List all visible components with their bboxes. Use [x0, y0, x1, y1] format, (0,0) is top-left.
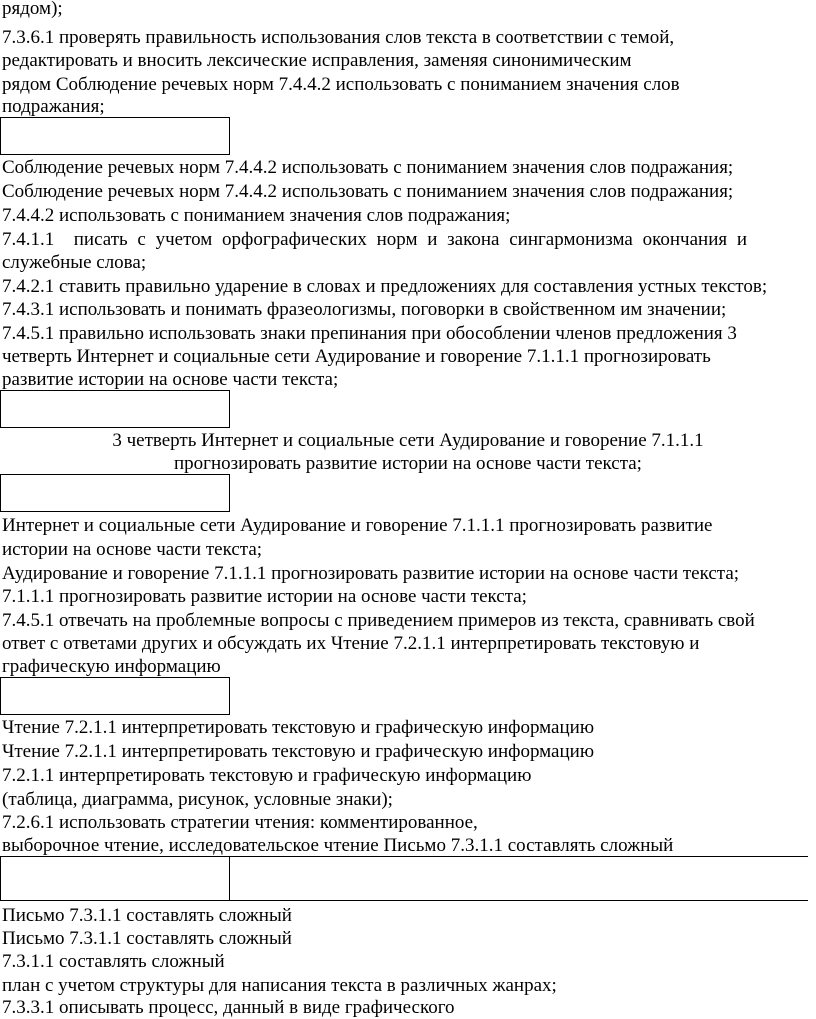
text-line: 7.4.5.1 отвечать на проблемные вопросы с приведением примеров из текста, сравнивать свой [2, 610, 755, 631]
table-rule [0, 900, 808, 901]
text-line: Соблюдение речевых норм 7.4.4.2 использовать с пониманием значения слов подражания; [2, 157, 734, 178]
text-line: 7.4.2.1 ставить правильно ударение в словах и предложениях для составления устных текстов; [2, 276, 768, 297]
text-segment: 7.4.1.1 писать с учетом орфографических норм и закона сингармонизма окончания и [2, 229, 748, 250]
text-line: Соблюдение речевых норм 7.4.4.2 использовать с пониманием значения слов подражания; [2, 181, 734, 202]
text-line: выборочное чтение, исследовательское чтение Письмо 7.3.1.1 составлять сложный [2, 835, 674, 856]
text-line: подражания; [2, 96, 105, 117]
text-line: 7.3.3.1 описывать процесс, данный в виде графического [2, 997, 455, 1018]
centered-line: прогнозировать развитие истории на основе части текста; [174, 453, 642, 474]
text-line: рядом Соблюдение речевых норм 7.4.4.2 использовать с пониманием значения слов [2, 74, 680, 95]
text-line: 7.4.4.2 использовать с пониманием значения слов подражания; [2, 205, 511, 226]
table-cell [0, 856, 230, 901]
text-line: графическую информацию [2, 656, 221, 677]
text-line: 7.4.3.1 использовать и понимать фразеологизмы, поговорки в свойственном им значении; [2, 299, 727, 320]
text-line: Аудирование и говорение 7.1.1.1 прогнозировать развитие истории на основе части текста; [2, 563, 740, 584]
text-line: 7.3.6.1 проверять правильность использования слов текста в соответствии с темой, [2, 27, 675, 48]
text-line: рядом); [2, 0, 63, 19]
text-line: Интернет и социальные сети Аудирование и говорение 7.1.1.1 прогнозировать развитие [2, 515, 713, 536]
text-line: 7.1.1.1 прогнозировать развитие истории на основе части текста; [2, 586, 527, 607]
text-line: 7.2.1.1 интерпретировать текстовую и графическую информацию [2, 765, 532, 786]
centered-line: 3 четверть Интернет и социальные сети Аудирование и говорение 7.1.1.1 [112, 430, 704, 451]
table-cell [0, 117, 230, 155]
text-line: план с учетом структуры для написания текста в различных жанрах; [2, 975, 557, 996]
text-line: Письмо 7.3.1.1 составлять сложный [2, 905, 292, 926]
text-line: Чтение 7.2.1.1 интерпретировать текстовую и графическую информацию [2, 717, 595, 738]
text-line: (таблица, диаграмма, рисунок, условные знаки); [2, 789, 393, 810]
table-cell [0, 677, 230, 715]
text-line: служебные слова; [2, 252, 147, 273]
text-line: Письмо 7.3.1.1 составлять сложный [2, 928, 292, 949]
text-line: ответ с ответами других и обсуждать их Чтение 7.2.1.1 интерпретировать текстовую и [2, 633, 700, 654]
justified-line [2, 229, 814, 251]
text-line: 7.3.1.1 составлять сложный [2, 951, 225, 972]
text-line: Чтение 7.2.1.1 интерпретировать текстовую и графическую информацию [2, 741, 595, 762]
table-cell [0, 474, 230, 512]
text-line: истории на основе части текста; [2, 539, 263, 560]
text-line: редактировать и вносить лексические исправления, заменяя синонимическим [2, 50, 632, 71]
table-cell [0, 390, 230, 428]
text-line: 7.2.6.1 использовать стратегии чтения: комментированное, [2, 812, 478, 833]
text-line: четверть Интернет и социальные сети Аудирование и говорение 7.1.1.1 прогнозировать [2, 346, 711, 367]
text-line: развитие истории на основе части текста; [2, 369, 339, 390]
text-line: 7.4.5.1 правильно использовать знаки препинания при обособлении членов предложения 3 [2, 323, 737, 344]
